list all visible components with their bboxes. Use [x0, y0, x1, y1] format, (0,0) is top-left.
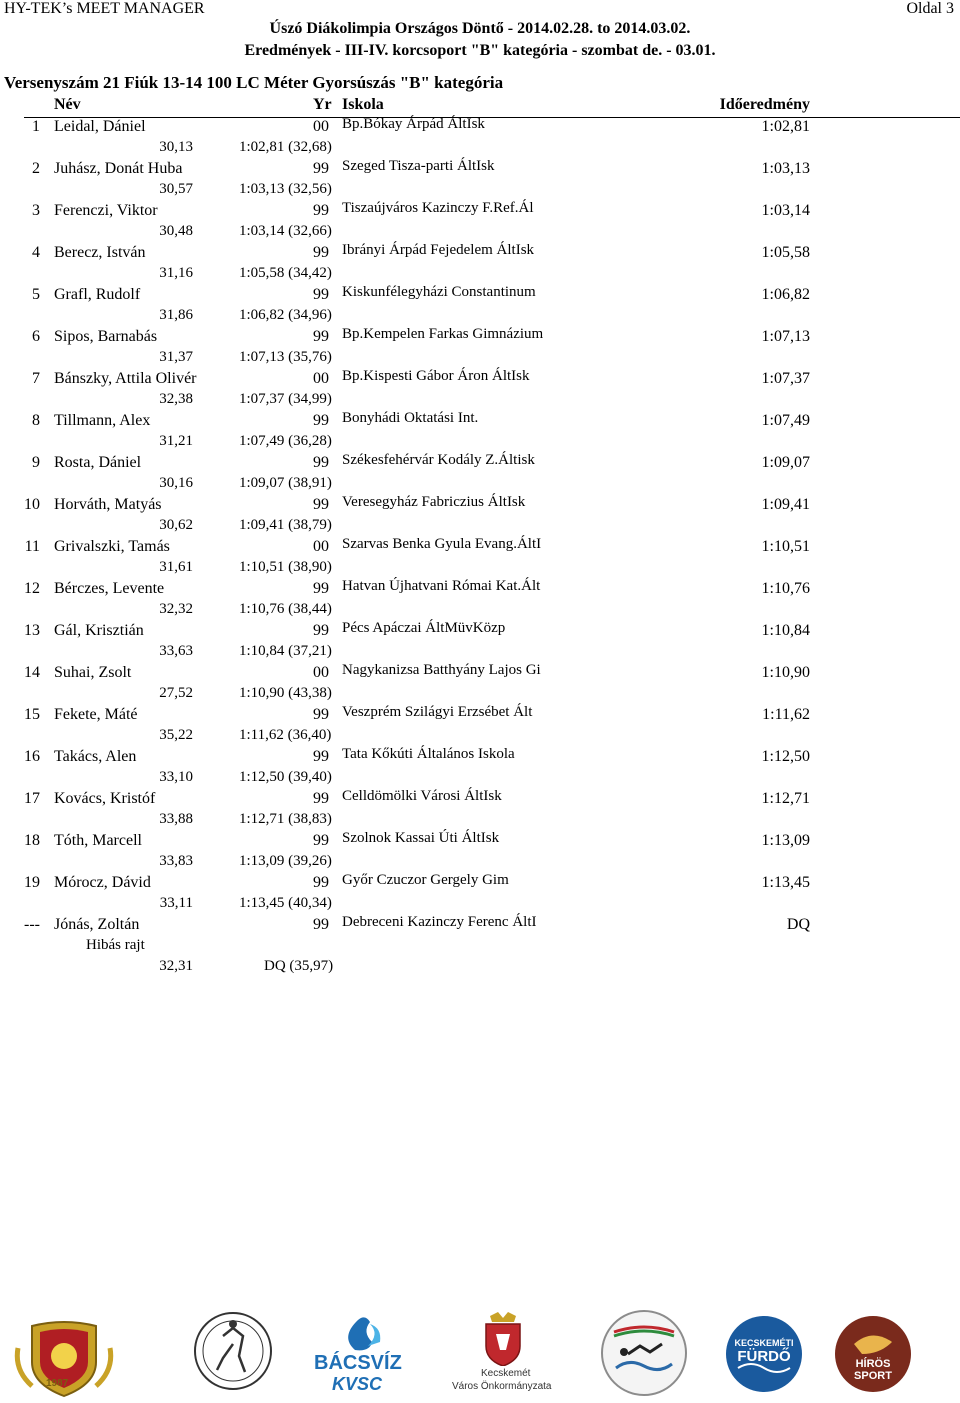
school-name: Szarvas Benka Gyula Evang.ÁltI	[342, 536, 542, 552]
result-row	[0, 202, 960, 244]
swimmer-name: Kovács, Kristóf	[54, 790, 156, 807]
place-number: 10	[24, 496, 40, 513]
kecskemeti-furdo-logo	[724, 1314, 804, 1394]
logo-year: 1987	[46, 1378, 69, 1389]
place-number: 1	[32, 118, 40, 135]
result-row	[0, 538, 960, 580]
split-100m: 1:03,14 (32,66)	[239, 223, 332, 239]
birth-year: 99	[313, 496, 329, 513]
event-title: Versenyszám 21 Fiúk 13-14 100 LC Méter Gyorsúszás "B" kategória	[4, 73, 504, 92]
split-50m: 32,38	[159, 391, 193, 407]
swimmer-name: Berecz, István	[54, 244, 146, 261]
split-50m: 30,16	[159, 475, 193, 491]
furdo-text-line1: KECSKEMÉTI	[734, 1338, 794, 1348]
final-time: 1:11,62	[762, 706, 810, 723]
split-100m: DQ (35,97)	[264, 958, 334, 974]
place-number: 2	[32, 160, 40, 177]
place-number: 12	[24, 580, 40, 597]
hiros-text-line2: SPORT	[854, 1370, 892, 1382]
final-time: 1:10,90	[761, 664, 810, 681]
school-name: Bp.Kispesti Gábor Áron ÁltIsk	[342, 368, 530, 384]
swimming-association-logo	[594, 1308, 694, 1398]
split-50m: 32,32	[159, 601, 193, 617]
split-100m: 1:12,50 (39,40)	[239, 769, 332, 785]
result-row	[0, 790, 960, 832]
final-time: 1:03,13	[761, 160, 810, 177]
result-row	[0, 748, 960, 790]
swimmer-name: Ferenczi, Viktor	[54, 202, 158, 219]
result-row	[0, 244, 960, 286]
split-100m: 1:12,71 (38,83)	[239, 811, 332, 827]
place-number: 17	[24, 790, 40, 807]
final-time: 1:13,45	[761, 874, 810, 891]
school-name: Veszprém Szilágyi Erzsébet Ált	[342, 704, 533, 720]
split-100m: 1:05,58 (34,42)	[239, 265, 332, 281]
birth-year: 99	[313, 580, 329, 597]
birth-year: 99	[313, 160, 329, 177]
swimmer-name: Takács, Alen	[54, 748, 137, 765]
swimmer-name: Bánszky, Attila Olivér	[54, 370, 197, 387]
birth-year: 99	[313, 832, 329, 849]
final-time: 1:13,09	[761, 832, 810, 849]
swimmer-name: Suhai, Zsolt	[54, 664, 132, 681]
school-name: Bonyhádi Oktatási Int.	[342, 410, 479, 426]
split-50m: 30,48	[159, 223, 193, 239]
column-header-school: Iskola	[342, 96, 384, 113]
final-time: DQ	[786, 916, 810, 933]
split-100m: 1:10,51 (38,90)	[239, 559, 332, 575]
result-row	[0, 328, 960, 370]
birth-year: 99	[313, 748, 329, 765]
meet-title: Úszó Diákolimpia Országos Döntő - 2014.02.28. to 2014.03.02.	[269, 20, 691, 37]
birth-year: 99	[313, 916, 329, 933]
place-number: 18	[24, 832, 40, 849]
final-time: 1:09,41	[761, 496, 810, 513]
swimmer-name: Fekete, Máté	[54, 706, 138, 723]
hiros-sport-logo	[832, 1314, 914, 1394]
split-50m: 30,62	[159, 517, 193, 533]
result-row	[0, 622, 960, 664]
school-name: Bp.Kempelen Farkas Gimnázium	[342, 326, 544, 342]
split-100m: 1:07,49 (36,28)	[239, 433, 332, 449]
split-100m: 1:09,07 (38,91)	[239, 475, 332, 491]
final-time: 1:10,51	[761, 538, 810, 555]
page-number: Oldal 3	[906, 0, 954, 17]
place-number: 15	[24, 706, 40, 723]
hiros-text-line1: HÍRÖS	[855, 1358, 891, 1370]
kvsc-text: KVSC	[332, 1374, 383, 1394]
birth-year: 99	[313, 328, 329, 345]
result-row	[0, 706, 960, 748]
split-100m: 1:11,62 (36,40)	[239, 727, 332, 743]
split-100m: 1:06,82 (34,96)	[239, 307, 332, 323]
result-row	[0, 832, 960, 874]
split-50m: 31,86	[159, 307, 193, 323]
result-row	[0, 874, 960, 916]
school-name: Szolnok Kassai Úti ÁltIsk	[342, 830, 500, 846]
split-100m: 1:02,81 (32,68)	[239, 139, 332, 155]
place-number: 4	[32, 244, 40, 261]
place-number: 11	[24, 538, 40, 555]
swimmer-name: Gál, Krisztián	[54, 622, 144, 639]
birth-year: 99	[313, 454, 329, 471]
final-time: 1:07,13	[761, 328, 810, 345]
place-number: 14	[24, 664, 40, 681]
result-row	[0, 664, 960, 706]
split-100m: 1:13,09 (39,26)	[239, 853, 332, 869]
split-50m: 30,57	[159, 181, 193, 197]
final-time: 1:07,37	[761, 370, 810, 387]
split-50m: 33,11	[159, 895, 193, 911]
school-name: Szeged Tisza-parti ÁltIsk	[342, 158, 495, 174]
final-time: 1:12,50	[761, 748, 810, 765]
place-number: 8	[32, 412, 40, 429]
place-number: 5	[32, 286, 40, 303]
result-row	[0, 914, 960, 974]
birth-year: 00	[313, 664, 329, 681]
split-50m: 31,21	[159, 433, 193, 449]
birth-year: 00	[313, 538, 329, 555]
swimmer-name: Mórocz, Dávid	[54, 874, 151, 891]
swimmer-name: Leidal, Dániel	[54, 118, 146, 135]
final-time: 1:10,76	[761, 580, 810, 597]
swimmer-name: Tóth, Marcell	[54, 832, 142, 849]
split-50m: 31,61	[159, 559, 193, 575]
split-50m: 33,83	[159, 853, 193, 869]
school-name: Kiskunfélegyházi Constantinum	[342, 284, 536, 300]
result-row	[0, 496, 960, 538]
split-100m: 1:07,37 (34,99)	[239, 391, 332, 407]
result-row	[0, 412, 960, 454]
kecskemet-text-line2: Város Önkormányzata	[452, 1381, 552, 1392]
software-name: HY-TEK’s MEET MANAGER	[4, 0, 205, 17]
swimmer-name: Juhász, Donát Huba	[54, 160, 183, 177]
split-50m: 31,37	[159, 349, 193, 365]
school-name: Ibrányi Árpád Fejedelem ÁltIsk	[342, 242, 535, 258]
place-number: 9	[32, 454, 40, 471]
result-row	[0, 286, 960, 328]
birth-year: 99	[313, 790, 329, 807]
final-time: 1:10,84	[761, 622, 810, 639]
furdo-text-line2: FÜRDŐ	[737, 1348, 791, 1365]
kecskemet-coat-of-arms-logo	[448, 1310, 558, 1396]
bacsviz-text: BÁCSVÍZ	[314, 1352, 402, 1374]
split-50m: 31,16	[159, 265, 193, 281]
final-time: 1:02,81	[761, 118, 810, 135]
split-100m: 1:07,13 (35,76)	[239, 349, 332, 365]
school-name: Székesfehérvár Kodály Z.Áltisk	[342, 452, 535, 468]
birth-year: 99	[313, 874, 329, 891]
school-name: Hatvan Újhatvani Római Kat.Ált	[342, 578, 541, 594]
birth-year: 00	[313, 370, 329, 387]
split-50m: 32,31	[159, 958, 193, 974]
school-name: Győr Czuczor Gergely Gim	[342, 872, 509, 888]
final-time: 1:12,71	[761, 790, 810, 807]
final-time: 1:07,49	[761, 412, 810, 429]
swimmer-name: Grafl, Rudolf	[54, 286, 141, 303]
school-name: Nagykanizsa Batthyány Lajos Gi	[342, 662, 541, 678]
swimmer-name: Sipos, Barnabás	[54, 328, 158, 345]
birth-year: 99	[313, 412, 329, 429]
birth-year: 99	[313, 706, 329, 723]
column-header-yr: Yr	[313, 96, 332, 113]
birth-year: 99	[313, 202, 329, 219]
split-100m: 1:03,13 (32,56)	[239, 181, 332, 197]
split-50m: 27,52	[159, 685, 193, 701]
place-number: 16	[24, 748, 40, 765]
birth-year: 99	[313, 286, 329, 303]
final-time: 1:06,82	[761, 286, 810, 303]
school-name: Debreceni Kazinczy Ferenc ÁltI	[342, 914, 537, 930]
final-time: 1:09,07	[761, 454, 810, 471]
place-number: 19	[24, 874, 40, 891]
results-title: Eredmények - III-IV. korcsoport "B" kategória - szombat de. - 03.01.	[244, 42, 716, 59]
place-number: 7	[32, 370, 40, 387]
swimmer-name: Grivalszki, Tamás	[54, 538, 170, 555]
school-name: Pécs Apáczai ÁltMüvKözp	[342, 620, 506, 636]
split-100m: 1:10,76 (38,44)	[239, 601, 332, 617]
place-number: 13	[24, 622, 40, 639]
result-row	[0, 454, 960, 496]
birth-year: 00	[313, 118, 329, 135]
school-name: Celldömölki Városi ÁltIsk	[342, 788, 502, 804]
result-row	[0, 118, 960, 160]
swimmer-name: Tillmann, Alex	[54, 412, 151, 429]
place-number: 6	[32, 328, 40, 345]
split-50m: 30,13	[159, 139, 193, 155]
column-header-time: Időeredmény	[719, 96, 810, 113]
swimmer-name: Jónás, Zoltán	[54, 916, 140, 933]
kecskemet-text-line1: Kecskemét	[481, 1368, 531, 1379]
school-name: Tata Kőkúti Általános Iskola	[342, 746, 515, 762]
swimmer-name: Rosta, Dániel	[54, 454, 142, 471]
bacsviz-kvsc-logo	[310, 1312, 420, 1396]
club-shield-logo	[12, 1318, 117, 1398]
birth-year: 99	[313, 622, 329, 639]
split-100m: 1:10,84 (37,21)	[239, 643, 332, 659]
school-name: Tiszaújváros Kazinczy F.Ref.Ál	[342, 200, 534, 216]
final-time: 1:03,14	[761, 202, 810, 219]
birth-year: 99	[313, 244, 329, 261]
sponsor-logos	[0, 1300, 960, 1396]
split-100m: 1:09,41 (38,79)	[239, 517, 332, 533]
result-row	[0, 160, 960, 202]
split-50m: 35,22	[159, 727, 193, 743]
split-50m: 33,63	[159, 643, 193, 659]
final-time: 1:05,58	[761, 244, 810, 261]
split-50m: 33,88	[159, 811, 193, 827]
disqualification-note: Hibás rajt	[86, 937, 145, 953]
split-100m: 1:10,90 (43,38)	[239, 685, 332, 701]
column-header-name: Név	[54, 96, 81, 113]
split-100m: 1:13,45 (40,34)	[239, 895, 332, 911]
place-number: ---	[24, 916, 40, 933]
result-row	[0, 370, 960, 412]
swimmer-name: Horváth, Matyás	[54, 496, 162, 513]
swimmer-name: Bérczes, Levente	[54, 580, 165, 597]
place-number: 3	[32, 202, 40, 219]
school-name: Bp.Bókay Árpád ÁltIsk	[342, 116, 485, 132]
result-row	[0, 580, 960, 622]
split-50m: 33,10	[159, 769, 193, 785]
diaksport-seal-logo	[193, 1306, 273, 1396]
school-name: Veresegyház Fabriczius ÁltIsk	[342, 494, 526, 510]
